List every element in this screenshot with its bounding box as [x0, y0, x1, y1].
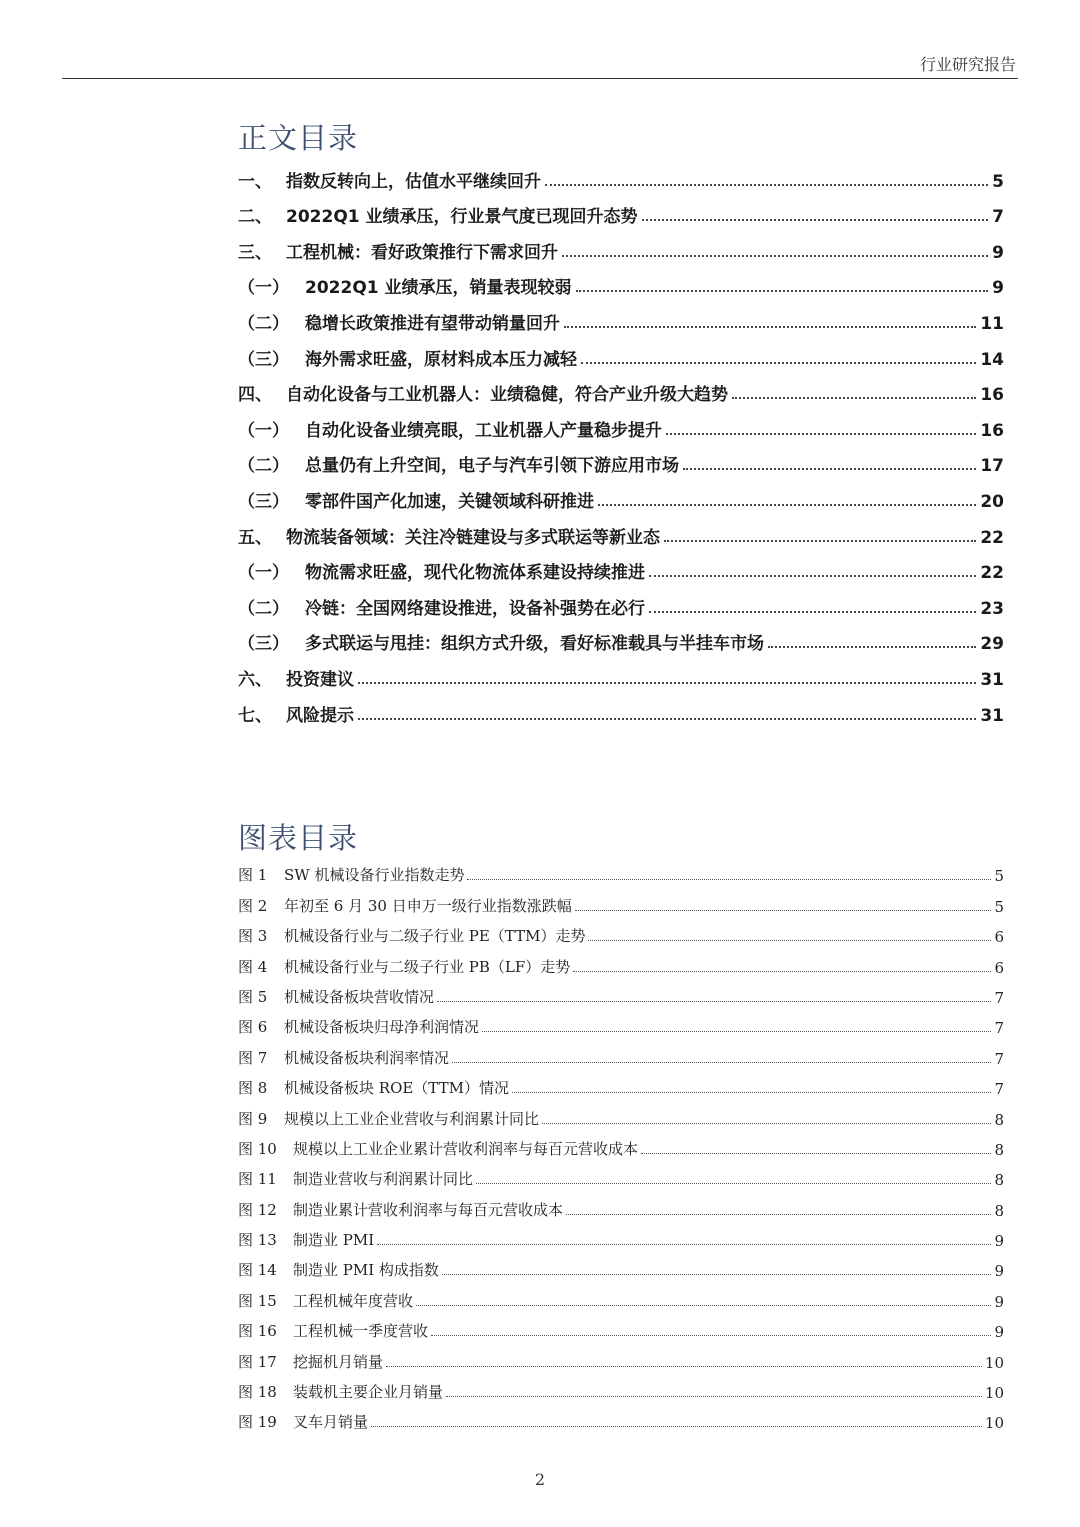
figure-entry-page: 10 [984, 1353, 1004, 1372]
toc-entry-title: 自动化设备业绩亮眼，工业机器人产量稳步提升 [305, 420, 662, 441]
figure-entry[interactable] [238, 1129, 1004, 1159]
toc-entry-title: 投资建议 [286, 669, 354, 690]
toc-entry-title: 风险提示 [286, 705, 354, 726]
figure-entry[interactable] [238, 1372, 1004, 1402]
figure-entry[interactable] [238, 1250, 1004, 1280]
toc-entry-number: （二） [238, 456, 289, 477]
toc-entry-number: 二、 [238, 207, 272, 228]
report-type-header: 行业研究报告 [919, 55, 1016, 74]
dot-leader [575, 909, 992, 911]
toc-entry-number: 三、 [238, 242, 272, 263]
figure-entry-number: 图 3 [238, 927, 268, 946]
dot-leader [437, 1000, 991, 1002]
figure-entry-page: 9 [994, 1232, 1004, 1251]
figure-entry-title: 机械设备行业与二级子行业 PE（TTM）走势 [284, 927, 586, 946]
toc-entry-page: 31 [980, 705, 1004, 726]
toc-entry[interactable] [238, 227, 1004, 263]
dot-leader [641, 1152, 991, 1154]
toc-entry-number: 六、 [238, 669, 272, 690]
dot-leader [576, 289, 989, 292]
figure-entry[interactable] [238, 977, 1004, 1007]
toc-entry-title: 物流装备领域：关注冷链建设与多式联运等新业态 [286, 527, 660, 548]
figure-entry-title: 机械设备行业与二级子行业 PB（LF）走势 [284, 957, 571, 976]
header-divider [62, 78, 1018, 79]
toc-entry[interactable] [238, 654, 1004, 690]
figure-entry-page: 8 [994, 1171, 1004, 1190]
toc-entry[interactable] [238, 690, 1004, 726]
figure-entry-title: 工程机械一季度营收 [293, 1322, 429, 1341]
figure-entry-page: 7 [994, 1019, 1004, 1038]
figure-entry[interactable] [238, 1220, 1004, 1250]
dot-leader [358, 717, 976, 720]
toc-entry-title: 多式联运与甩挂：组织方式升级，看好标准载具与半挂车市场 [305, 634, 764, 655]
figure-entry-page: 5 [994, 867, 1004, 886]
figure-entry-page: 8 [994, 1140, 1004, 1159]
dot-leader [358, 681, 976, 684]
figure-entry-number: 图 2 [238, 896, 268, 915]
toc-entry-page: 31 [980, 669, 1004, 690]
figure-list-title: 图表目录 [238, 821, 359, 855]
figure-entry[interactable] [238, 1159, 1004, 1189]
dot-leader [476, 1182, 991, 1184]
toc-entry-number: 七、 [238, 705, 272, 726]
toc-list [238, 156, 1004, 726]
toc-entry-number: 四、 [238, 385, 272, 406]
dot-leader [562, 254, 988, 257]
figure-entry-number: 图 5 [238, 987, 268, 1006]
dot-leader [588, 939, 991, 941]
figure-entry-page: 6 [994, 958, 1004, 977]
figure-entry[interactable] [238, 1007, 1004, 1037]
toc-entry-page: 29 [980, 634, 1004, 655]
figure-entry-number: 图 6 [238, 1018, 268, 1037]
figure-entry-page: 7 [994, 1080, 1004, 1099]
dot-leader [446, 1395, 982, 1397]
figure-entry[interactable] [238, 1311, 1004, 1341]
dot-leader [545, 183, 988, 186]
figure-entry-title: 叉车月销量 [293, 1413, 369, 1432]
toc-title: 正文目录 [238, 121, 359, 155]
figure-entry-page: 9 [994, 1292, 1004, 1311]
dot-leader [542, 1122, 991, 1124]
toc-entry-page: 20 [980, 491, 1004, 512]
toc-entry-page: 23 [980, 598, 1004, 619]
toc-entry[interactable] [238, 583, 1004, 619]
toc-entry-number: （二） [238, 313, 289, 334]
figure-entry-title: 机械设备板块归母净利润情况 [284, 1018, 480, 1037]
figure-entry-number: 图 12 [238, 1200, 277, 1219]
figure-entry-title: 年初至 6 月 30 日申万一级行业指数涨跌幅 [284, 896, 572, 915]
toc-entry-number: （三） [238, 491, 289, 512]
figure-entry-title: 工程机械年度营收 [293, 1291, 414, 1310]
toc-entry-number: 一、 [238, 171, 272, 192]
toc-entry-number: （一） [238, 420, 289, 441]
figure-entry-page: 7 [994, 1049, 1004, 1068]
figure-entry-page: 6 [994, 928, 1004, 947]
figure-entry-title: 规模以上工业企业累计营收利润率与每百元营收成本 [293, 1139, 639, 1158]
figure-entry-title: 机械设备板块 ROE（TTM）情况 [284, 1079, 509, 1098]
dot-leader [732, 396, 976, 399]
toc-entry-number: 五、 [238, 527, 272, 548]
figure-entry-page: 9 [994, 1323, 1004, 1342]
dot-leader [642, 218, 989, 221]
dot-leader [377, 1243, 991, 1245]
dot-leader [416, 1304, 991, 1306]
figure-entry-page: 7 [994, 988, 1004, 1007]
figure-entry-number: 图 17 [238, 1352, 277, 1371]
figure-entry-number: 图 11 [238, 1170, 277, 1189]
toc-entry[interactable] [238, 334, 1004, 370]
dot-leader [666, 432, 976, 435]
toc-entry-title: 2022Q1 业绩承压，行业景气度已现回升态势 [286, 207, 638, 228]
toc-entry[interactable] [238, 370, 1004, 406]
toc-entry-number: （三） [238, 634, 289, 655]
toc-entry-title: 海外需求旺盛，原材料成本压力减轻 [305, 349, 577, 370]
figure-entry[interactable] [238, 916, 1004, 946]
toc-entry-title: 冷链：全国网络建设推进，设备补强势在必行 [305, 598, 645, 619]
figure-entry-number: 图 4 [238, 957, 268, 976]
figure-entry[interactable] [238, 1068, 1004, 1098]
toc-entry-number: （二） [238, 598, 289, 619]
figure-entry[interactable] [238, 1037, 1004, 1067]
figure-entry[interactable] [238, 946, 1004, 976]
dot-leader [386, 1365, 982, 1367]
toc-entry-title: 总量仍有上升空间，电子与汽车引领下游应用市场 [305, 456, 679, 477]
toc-entry[interactable] [238, 405, 1004, 441]
dot-leader [649, 574, 976, 577]
toc-entry-page: 9 [992, 242, 1004, 263]
figure-entry-title: 制造业 PMI 构成指数 [293, 1261, 439, 1280]
figure-entry-number: 图 19 [238, 1413, 277, 1432]
figure-entry[interactable] [238, 1280, 1004, 1310]
figure-entry-title: SW 机械设备行业指数走势 [284, 866, 465, 885]
figure-entry-page: 10 [984, 1384, 1004, 1403]
dot-leader [573, 970, 991, 972]
figure-entry-number: 图 14 [238, 1261, 277, 1280]
toc-entry-page: 7 [992, 207, 1004, 228]
toc-entry[interactable] [238, 476, 1004, 512]
toc-entry[interactable] [238, 619, 1004, 655]
dot-leader [512, 1091, 991, 1093]
toc-entry-title: 工程机械：看好政策推行下需求回升 [286, 242, 558, 263]
figure-entry-number: 图 10 [238, 1139, 277, 1158]
dot-leader [664, 539, 976, 542]
figure-entry-title: 规模以上工业企业营收与利润累计同比 [284, 1109, 540, 1128]
figure-entry-title: 机械设备板块营收情况 [284, 987, 435, 1006]
dot-leader [683, 467, 976, 470]
figure-list [238, 855, 1004, 1432]
toc-entry-number: （三） [238, 349, 289, 370]
dot-leader [581, 361, 976, 364]
toc-entry[interactable] [238, 298, 1004, 334]
toc-entry-title: 物流需求旺盛，现代化物流体系建设持续推进 [305, 563, 645, 584]
figure-entry-title: 挖掘机月销量 [293, 1352, 384, 1371]
dot-leader [768, 645, 976, 648]
toc-entry-page: 22 [980, 563, 1004, 584]
figure-entry-page: 9 [994, 1262, 1004, 1281]
figure-entry-number: 图 9 [238, 1109, 268, 1128]
toc-entry-title: 2022Q1 业绩承压，销量表现较弱 [305, 278, 572, 299]
dot-leader [482, 1030, 991, 1032]
toc-entry-title: 自动化设备与工业机器人：业绩稳健，符合产业升级大趋势 [286, 385, 728, 406]
figure-entry[interactable] [238, 1098, 1004, 1128]
figure-entry[interactable] [238, 1402, 1004, 1432]
figure-entry-page: 5 [994, 897, 1004, 916]
dot-leader [649, 610, 976, 613]
figure-entry-page: 10 [984, 1414, 1004, 1433]
toc-entry-page: 22 [980, 527, 1004, 548]
toc-entry-page: 16 [980, 385, 1004, 406]
figure-entry[interactable] [238, 885, 1004, 915]
toc-entry-title: 指数反转向上，估值水平继续回升 [286, 171, 541, 192]
dot-leader [371, 1425, 982, 1427]
figure-entry-number: 图 7 [238, 1048, 268, 1067]
figure-entry-number: 图 8 [238, 1079, 268, 1098]
dot-leader [467, 878, 991, 880]
toc-entry-title: 零部件国产化加速，关键领域科研推进 [305, 491, 594, 512]
figure-entry-title: 机械设备板块利润率情况 [284, 1048, 450, 1067]
dot-leader [442, 1273, 992, 1275]
figure-entry-title: 制造业累计营收利润率与每百元营收成本 [293, 1200, 564, 1219]
figure-entry-page: 8 [994, 1110, 1004, 1129]
toc-entry-page: 14 [980, 349, 1004, 370]
toc-entry-title: 稳增长政策推进有望带动销量回升 [305, 313, 560, 334]
toc-entry-page: 11 [980, 313, 1004, 334]
toc-entry-number: （一） [238, 278, 289, 299]
figure-entry-number: 图 18 [238, 1383, 277, 1402]
toc-entry-page: 5 [992, 171, 1004, 192]
toc-entry[interactable] [238, 512, 1004, 548]
figure-entry[interactable] [238, 855, 1004, 885]
toc-entry-page: 17 [980, 456, 1004, 477]
figure-entry[interactable] [238, 1189, 1004, 1219]
page-number: 2 [534, 1470, 546, 1489]
figure-entry-title: 制造业 PMI [293, 1231, 375, 1250]
figure-entry-number: 图 16 [238, 1322, 277, 1341]
dot-leader [431, 1334, 991, 1336]
dot-leader [452, 1061, 991, 1063]
toc-entry[interactable] [238, 548, 1004, 584]
toc-entry-page: 9 [992, 278, 1004, 299]
toc-entry-number: （一） [238, 563, 289, 584]
figure-entry-number: 图 15 [238, 1291, 277, 1310]
toc-entry[interactable] [238, 263, 1004, 299]
figure-entry-number: 图 13 [238, 1231, 277, 1250]
figure-entry-page: 8 [994, 1201, 1004, 1220]
toc-entry-page: 16 [980, 420, 1004, 441]
toc-entry[interactable] [238, 156, 1004, 192]
toc-entry[interactable] [238, 441, 1004, 477]
dot-leader [598, 503, 976, 506]
figure-entry[interactable] [238, 1341, 1004, 1371]
toc-entry[interactable] [238, 192, 1004, 228]
dot-leader [564, 325, 976, 328]
dot-leader [566, 1213, 991, 1215]
figure-entry-number: 图 1 [238, 866, 268, 885]
figure-entry-title: 制造业营收与利润累计同比 [293, 1170, 474, 1189]
figure-entry-title: 装载机主要企业月销量 [293, 1383, 444, 1402]
